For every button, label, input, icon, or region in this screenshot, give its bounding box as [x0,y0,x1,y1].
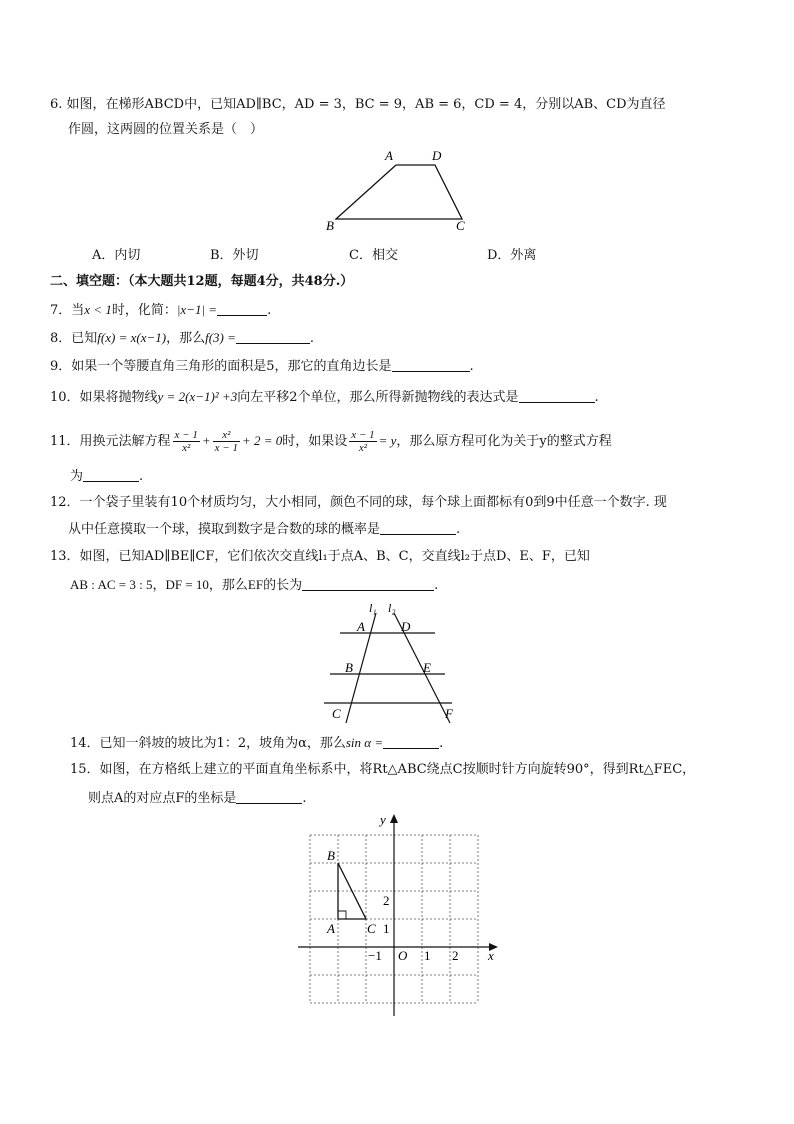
label-o: O [398,948,408,963]
q12-line2: 从中任意摸取一个球，摸取到数字是合数的球的概率是 . [68,522,461,537]
answer-blank[interactable] [380,520,456,535]
right-angle-mark [338,911,346,919]
answer-blank[interactable] [392,357,470,372]
label-d: D [401,619,411,634]
answer-blank[interactable] [519,388,595,403]
tick-x-neg1: −1 [368,948,382,963]
q12-line1: 12．一个袋子里装有10个材质均匀，大小相同，颜色不同的球，每个球上面都标有0到9中任意一个数字. 现 [50,495,667,510]
tick-x-1: 1 [424,948,431,963]
coordinate-grid-figure [290,808,510,1023]
q14: 14．已知一斜坡的坡比为1：2，坡角为α，那么sin α = . [70,735,444,751]
tick-x-2: 2 [452,948,459,963]
label-x: x [488,948,494,963]
label-l1: l₁ [369,601,377,615]
q11-line2: 为 . [70,469,144,484]
answer-blank[interactable] [236,789,302,804]
label-a: A [327,921,335,936]
label-c: C [367,921,376,936]
q6-option-b: B．外切 [210,248,259,263]
answer-blank[interactable] [302,576,434,591]
label-d: D [432,148,442,163]
q13-line2: AB : AC = 3 : 5，DF = 10，那么EF的长为 . [70,577,439,593]
label-l2: l₂ [388,601,396,615]
q8: 8．已知f(x) = x(x−1)，那么f(3) = . [50,330,315,346]
q7: 7．当x < 1时，化简：|x−1| = . [50,302,272,318]
label-c: C [456,218,465,233]
q10: 10．如果将抛物线y = 2(x−1)² +3向左平移2个单位，那么所得新抛物线的表达式是 . [50,389,599,405]
q15-line1: 15．如图，在方格纸上建立的平面直角坐标系中，将Rt△ABC绕点C按顺时针方向旋转90°，得到Rt△FEC， [70,762,696,777]
q6-line1: 6. 如图，在梯形ABCD中，已知AD∥BC，AD = 3，BC = 9，AB = 6，CD = 4，分别以AB、CD为直径 [50,97,666,112]
q15-line2: 则点A的对应点F的坐标是 . [88,791,307,806]
tick-y-1: 1 [383,921,390,936]
q6-option-a: A．内切 [92,248,141,263]
label-a: A [385,148,393,163]
label-b: B [326,218,334,233]
q13-line1: 13．如图，已知AD∥BE∥CF，它们依次交直线l₁于点A、B、C，交直线l₂于点D、E、F，已知 [50,549,590,564]
label-e: E [423,660,431,675]
label-b: B [345,660,353,675]
trapezoid-figure [318,146,478,236]
label-y: y [380,812,386,827]
q9: 9．如果一个等腰直角三角形的面积是5，那它的直角边长是 . [50,359,474,374]
label-c: C [332,706,341,721]
answer-blank[interactable] [383,734,439,749]
label-a: A [357,619,365,634]
parallel-lines-figure [320,598,470,728]
label-b: B [327,848,335,863]
answer-blank[interactable] [236,329,310,344]
q6-line2: 作圆，这两圆的位置关系是（ ） [68,122,264,137]
q11-line1: 11．用换元法解方程 $\frac{x - 1}{\text{x²}}$ + $\frac{\text{x²}}{x - 1}$ + 2 = 0时，如果设 $\frac{x - 1}{\text{x²}}$ = y，那么原方程可化为关于y的整式方程 [50,429,612,454]
answer-blank[interactable] [83,467,139,482]
tick-y-2: 2 [383,893,390,908]
q6-option-d: D．外离 [487,248,537,263]
answer-blank[interactable] [217,301,267,316]
section-heading: 二、填空题：（本大题共12题，每题4分，共48分.） [50,274,354,289]
label-f: F [445,706,453,721]
q6-option-c: C．相交 [349,248,398,263]
